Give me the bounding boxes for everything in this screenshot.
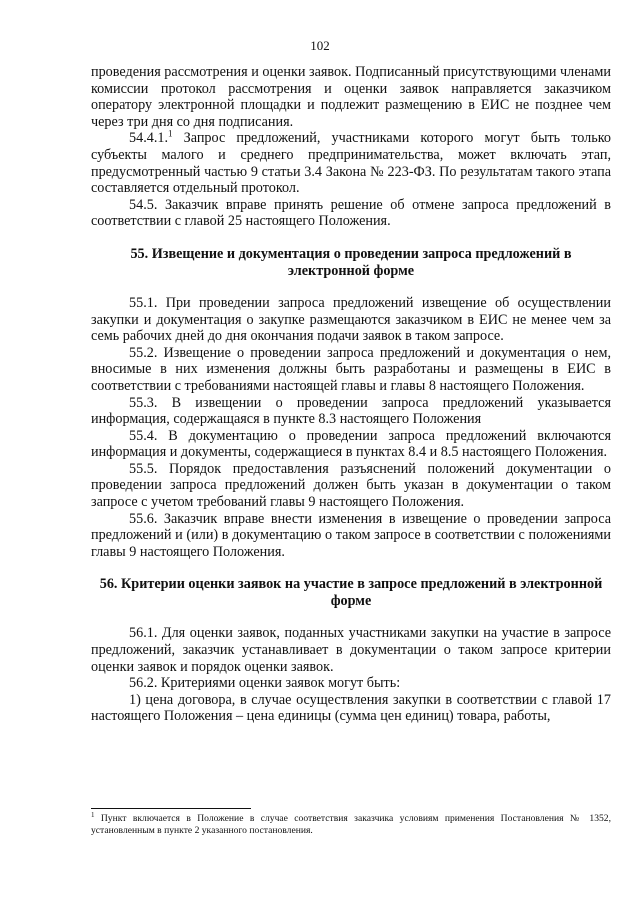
- paragraph: [91, 130, 611, 196]
- paragraph: 1) цена договора, в случае осуществления закупки в соответствии с главой 17 настоящего Положения – цена единицы (сумма цен единиц) товара, работы,: [91, 691, 611, 725]
- paragraph: 55.5. Порядок предоставления разъяснений положений документации о проведении запроса предложений должен быть указан в документации о таком запросе с учетом требований главы 9 настоящего Положения.: [91, 460, 611, 511]
- paragraph: 56.1. Для оценки заявок, поданных участниками закупки на участие в запросе предложений, заказчик устанавливает в документации о таком запросе критерии оценки заявок и порядок оценки заявок.: [91, 625, 611, 675]
- paragraph: 55.3. В извещении о проведении запроса предложений указывается информация, содержащаяся в пункте 8.3 настоящего Положения: [91, 394, 611, 428]
- paragraph: 55.2. Извещение о проведении запроса предложений и документация о нем, вносимые в них изменения должны быть разработаны и размещены в ЕИС в соответствии с требованиями настоящей главы и главы 8 настоящего Положения.: [91, 344, 611, 394]
- paragraph: 56.2. Критериями оценки заявок могут быть:: [129, 675, 401, 692]
- document-body: [91, 64, 611, 725]
- spacer: [91, 230, 611, 246]
- footnote-text: Пункт включается в Положение в случае соответствия заказчика условиям применения Постановления № 1352, установленным в пункте 2 указанного постановления.: [91, 813, 611, 836]
- spacer: [91, 280, 611, 295]
- spacer: [91, 610, 611, 625]
- page-number: 102: [310, 38, 330, 53]
- paragraph: 55.4. В документацию о проведении запроса предложений включаются информация и документы, содержащиеся в пунктах 8.4 и 8.5 настоящего Положения.: [91, 427, 611, 461]
- footnote-divider: [91, 808, 251, 809]
- paragraph: проведения рассмотрения и оценки заявок. Подписанный присутствующими членами комиссии протокол рассмотрения и оценки заявок направляется заказчиком оператору электронной площадки и подлежит размещению в ЕИС не позднее чем через три дня со дня подписания.: [91, 64, 611, 130]
- footnote-marker: 1: [91, 810, 95, 819]
- paragraph: 54.5. Заказчик вправе принять решение об отмене запроса предложений в соответствии с главой 25 настоящего Положения.: [91, 196, 611, 230]
- paragraph-number: 54.4.1.: [129, 130, 169, 147]
- paragraph: 55.1. При проведении запроса предложений извещение об осуществлении закупки и документация о закупке размещаются заказчиком в ЕИС не менее чем за семь рабочих дней до дня окончания подачи заявок в таком запросе.: [91, 294, 611, 345]
- footnote: [91, 810, 611, 837]
- paragraph-text: Запрос предложений, участниками которого могут быть только субъекты малого и среднего предпринимательства, может включать этап, предусмотренный частью 9 статьи 3.4 Закона № 223-ФЗ. По результатам такого этапа составляется отдельный протокол.: [91, 130, 611, 197]
- spacer: [91, 560, 611, 576]
- section-heading: 56. Критерии оценки заявок на участие в запросе предложений в электронной форме: [99, 576, 603, 610]
- paragraph: 55.6. Заказчик вправе внести изменения в извещение о проведении запроса предложений и (или) в документацию о таком запросе в соответствии с положениями главы 9 настоящего Положения.: [91, 510, 611, 560]
- section-heading: 55. Извещение и документация о проведении запроса предложений в электронной форме: [130, 245, 572, 279]
- footnote-reference: 1: [168, 128, 173, 139]
